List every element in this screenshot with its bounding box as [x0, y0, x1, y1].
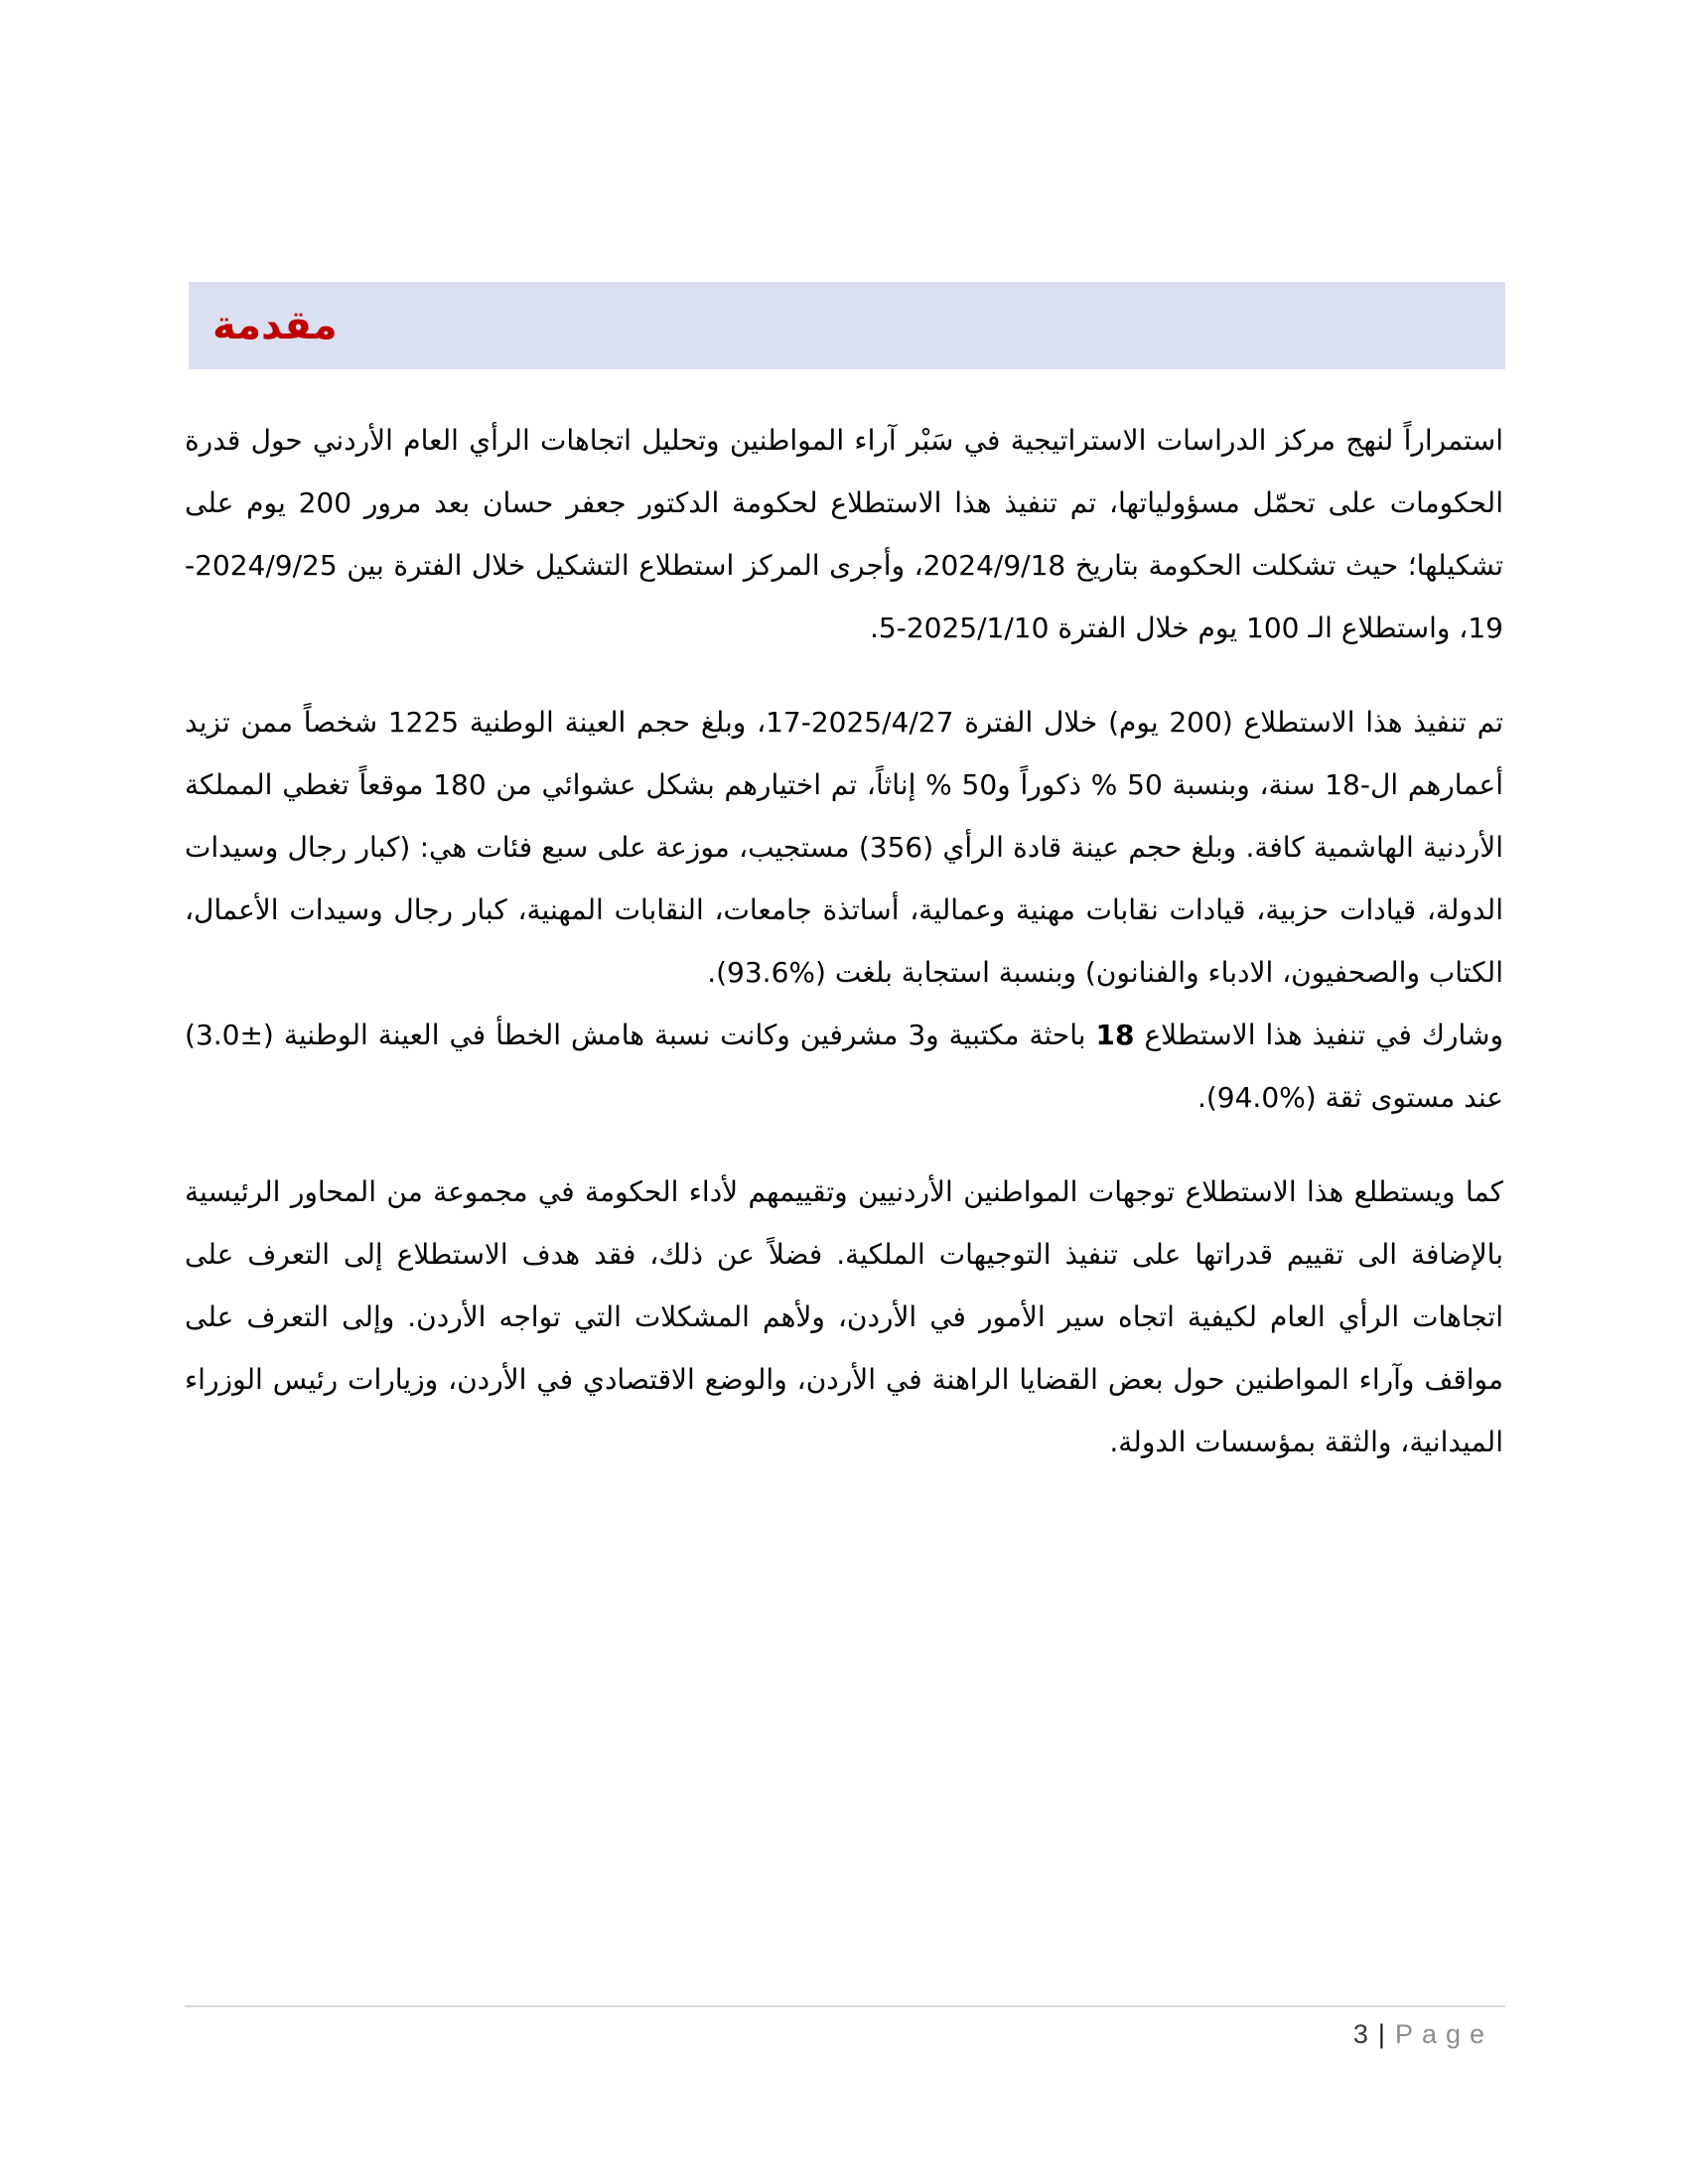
- section-header-banner: [189, 282, 1505, 369]
- footer-separator: |: [1377, 2019, 1385, 2049]
- paragraph-fieldwork-rest: باحثة مكتبية و3 مشرفين وكانت نسبة هامش الخطأ في العينة الوطنية (±3.0) عند مستوى ثقة (%94.0).: [185, 1019, 1503, 1114]
- paragraph-sample-details: تم تنفيذ هذا الاستطلاع (200 يوم) خلال الفترة 2025/4/27-17، وبلغ حجم العينة الوطنية 1225 شخصاً ممن تزيد أعمارهم ال-18 سنة، وبنسبة 50 % ذكوراً و50 % إناثاً، تم اختيارهم بشكل عشوائي من 180 موقعاً تغطي المملكة الأردنية الهاشمية كافة. وبلغ حجم عينة قادة الرأي (356) مستجيب، موزعة على سبع فئات هي: (كبار رجال وسيدات الدولة، قيادات حزبية، قيادات نقابات مهنية وعمالية، أساتذة جامعات، النقابات المهنية، كبار رجال وسيدات الأعمال، الكتاب والصحفيون، الادباء والفنانون) وبنسبة استجابة بلغت (%93.6).: [185, 706, 1504, 989]
- paragraph-fieldwork-lead: وشارك في تنفيذ هذا الاستطلاع: [1134, 1019, 1503, 1051]
- paragraph-survey-background: استمراراً لنهج مركز الدراسات الاستراتيجية في سَبْر آراء المواطنين وتحليل اتجاهات الرأي العام الأردني حول قدرة الحكومات على تحمّل مسؤولياتها، تم تنفيذ هذا الاستطلاع لحكومة الدكتور جعفر حسان بعد مرور 200 يوم على تشكيلها؛ حيث تشكلت الحكومة بتاريخ 2024/9/18، وأجرى المركز استطلاع التشكيل خلال الفترة بين 2024/9/25-19، واستطلاع الـ 100 يوم خلال الفترة 2025/1/10-5.: [185, 424, 1503, 644]
- document-body: [185, 409, 1503, 1473]
- footer-page-word: Page: [1394, 2019, 1493, 2049]
- footer-divider: [185, 2005, 1505, 2007]
- page-footer: [1353, 2019, 1493, 2050]
- paragraph-fieldwork-team: [185, 1004, 1503, 1129]
- page-number: 3: [1352, 2019, 1368, 2049]
- section-title: مقدمة: [212, 303, 338, 348]
- researchers-count: 18: [1095, 1019, 1135, 1051]
- paragraph-survey-objectives: كما ويستطلع هذا الاستطلاع توجهات المواطنين الأردنيين وتقييمهم لأداء الحكومة في مجموعة من المحاور الرئيسية بالإضافة الى تقييم قدراتها على تنفيذ التوجيهات الملكية. فضلاً عن ذلك، فقد هدف الاستطلاع إلى التعرف على اتجاهات الرأي العام لكيفية اتجاه سير الأمور في الأردن، ولأهم المشكلات التي تواجه الأردن. وإلى التعرف على مواقف وآراء المواطنين حول بعض القضايا الراهنة في الأردن، والوضع الاقتصادي في الأردن، وزيارات رئيس الوزراء الميدانية، والثقة بمؤسسات الدولة.: [185, 1175, 1503, 1458]
